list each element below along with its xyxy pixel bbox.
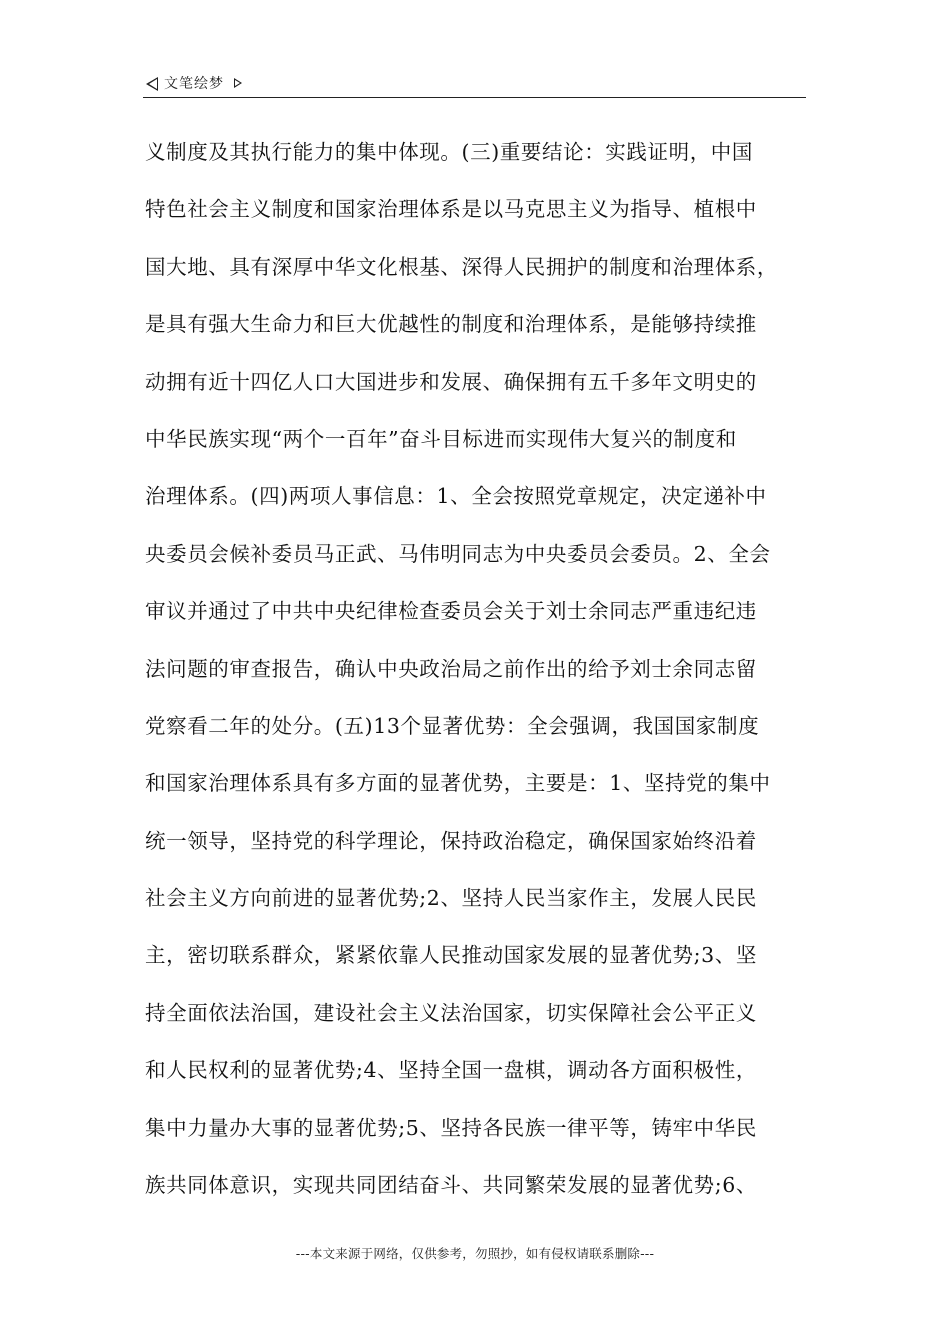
text-line: 特色社会主义制度和国家治理体系是以马克思主义为指导、植根中 <box>145 197 757 222</box>
document-body <box>145 128 809 1218</box>
text-line: 国大地、具有深厚中华文化根基、深得人民拥护的制度和治理体系， <box>145 254 778 279</box>
text-line: 中华民族实现“两个一百年”奋斗目标进而实现伟大复兴的制度和 <box>145 426 737 451</box>
header-divider <box>143 97 806 98</box>
text-line: 主，密切联系群众，紧紧依靠人民推动国家发展的显著优势;3、坚 <box>145 943 757 968</box>
text-line: 治理体系。(四)两项人事信息：1、全会按照党章规定，决定递补中 <box>145 484 767 509</box>
page-footer: ---本文来源于网络，仅供参考，勿照抄，如有侵权请联系删除--- <box>295 1246 655 1261</box>
text-line: 央委员会候补委员马正武、马伟明同志为中央委员会委员。2、全会 <box>145 541 771 566</box>
text-line: 动拥有近十四亿人口大国进步和发展、确保拥有五千多年文明史的 <box>145 369 757 394</box>
text-line: 持全面依法治国，建设社会主义法治国家，切实保障社会公平正义 <box>145 1000 757 1025</box>
text-line: 社会主义方向前进的显著优势;2、坚持人民当家作主，发展人民民 <box>145 886 757 911</box>
text-line: 和国家治理体系具有多方面的显著优势，主要是：1、坚持党的集中 <box>145 771 771 796</box>
text-line: 法问题的审查报告，确认中央政治局之前作出的给予刘士余同志留 <box>145 656 757 681</box>
text-line: 党察看二年的处分。(五)13个显著优势：全会强调，我国国家制度 <box>145 713 760 738</box>
text-line: 义制度及其执行能力的集中体现。(三)重要结论：实践证明，中国 <box>145 140 753 164</box>
text-line: 审议并通过了中共中央纪律检查委员会关于刘士余同志严重违纪违 <box>145 599 757 624</box>
text-line: 统一领导，坚持党的科学理论，保持政治稳定，确保国家始终沿着 <box>145 828 757 853</box>
text-line: 族共同体意识，实现共同团结奋斗、共同繁荣发展的显著优势;6、 <box>145 1173 757 1198</box>
triangle-right-icon <box>234 78 242 88</box>
triangle-left-icon <box>146 77 158 91</box>
text-line: 集中力量办大事的显著优势;5、坚持各民族一律平等，铸牢中华民 <box>145 1115 757 1140</box>
page-header <box>146 72 806 98</box>
header-title: 文笔绘梦 <box>164 76 224 92</box>
text-line: 和人民权利的显著优势;4、坚持全国一盘棋，调动各方面积极性， <box>145 1058 757 1083</box>
text-line: 是具有强大生命力和巨大优越性的制度和治理体系，是能够持续推 <box>145 312 757 337</box>
